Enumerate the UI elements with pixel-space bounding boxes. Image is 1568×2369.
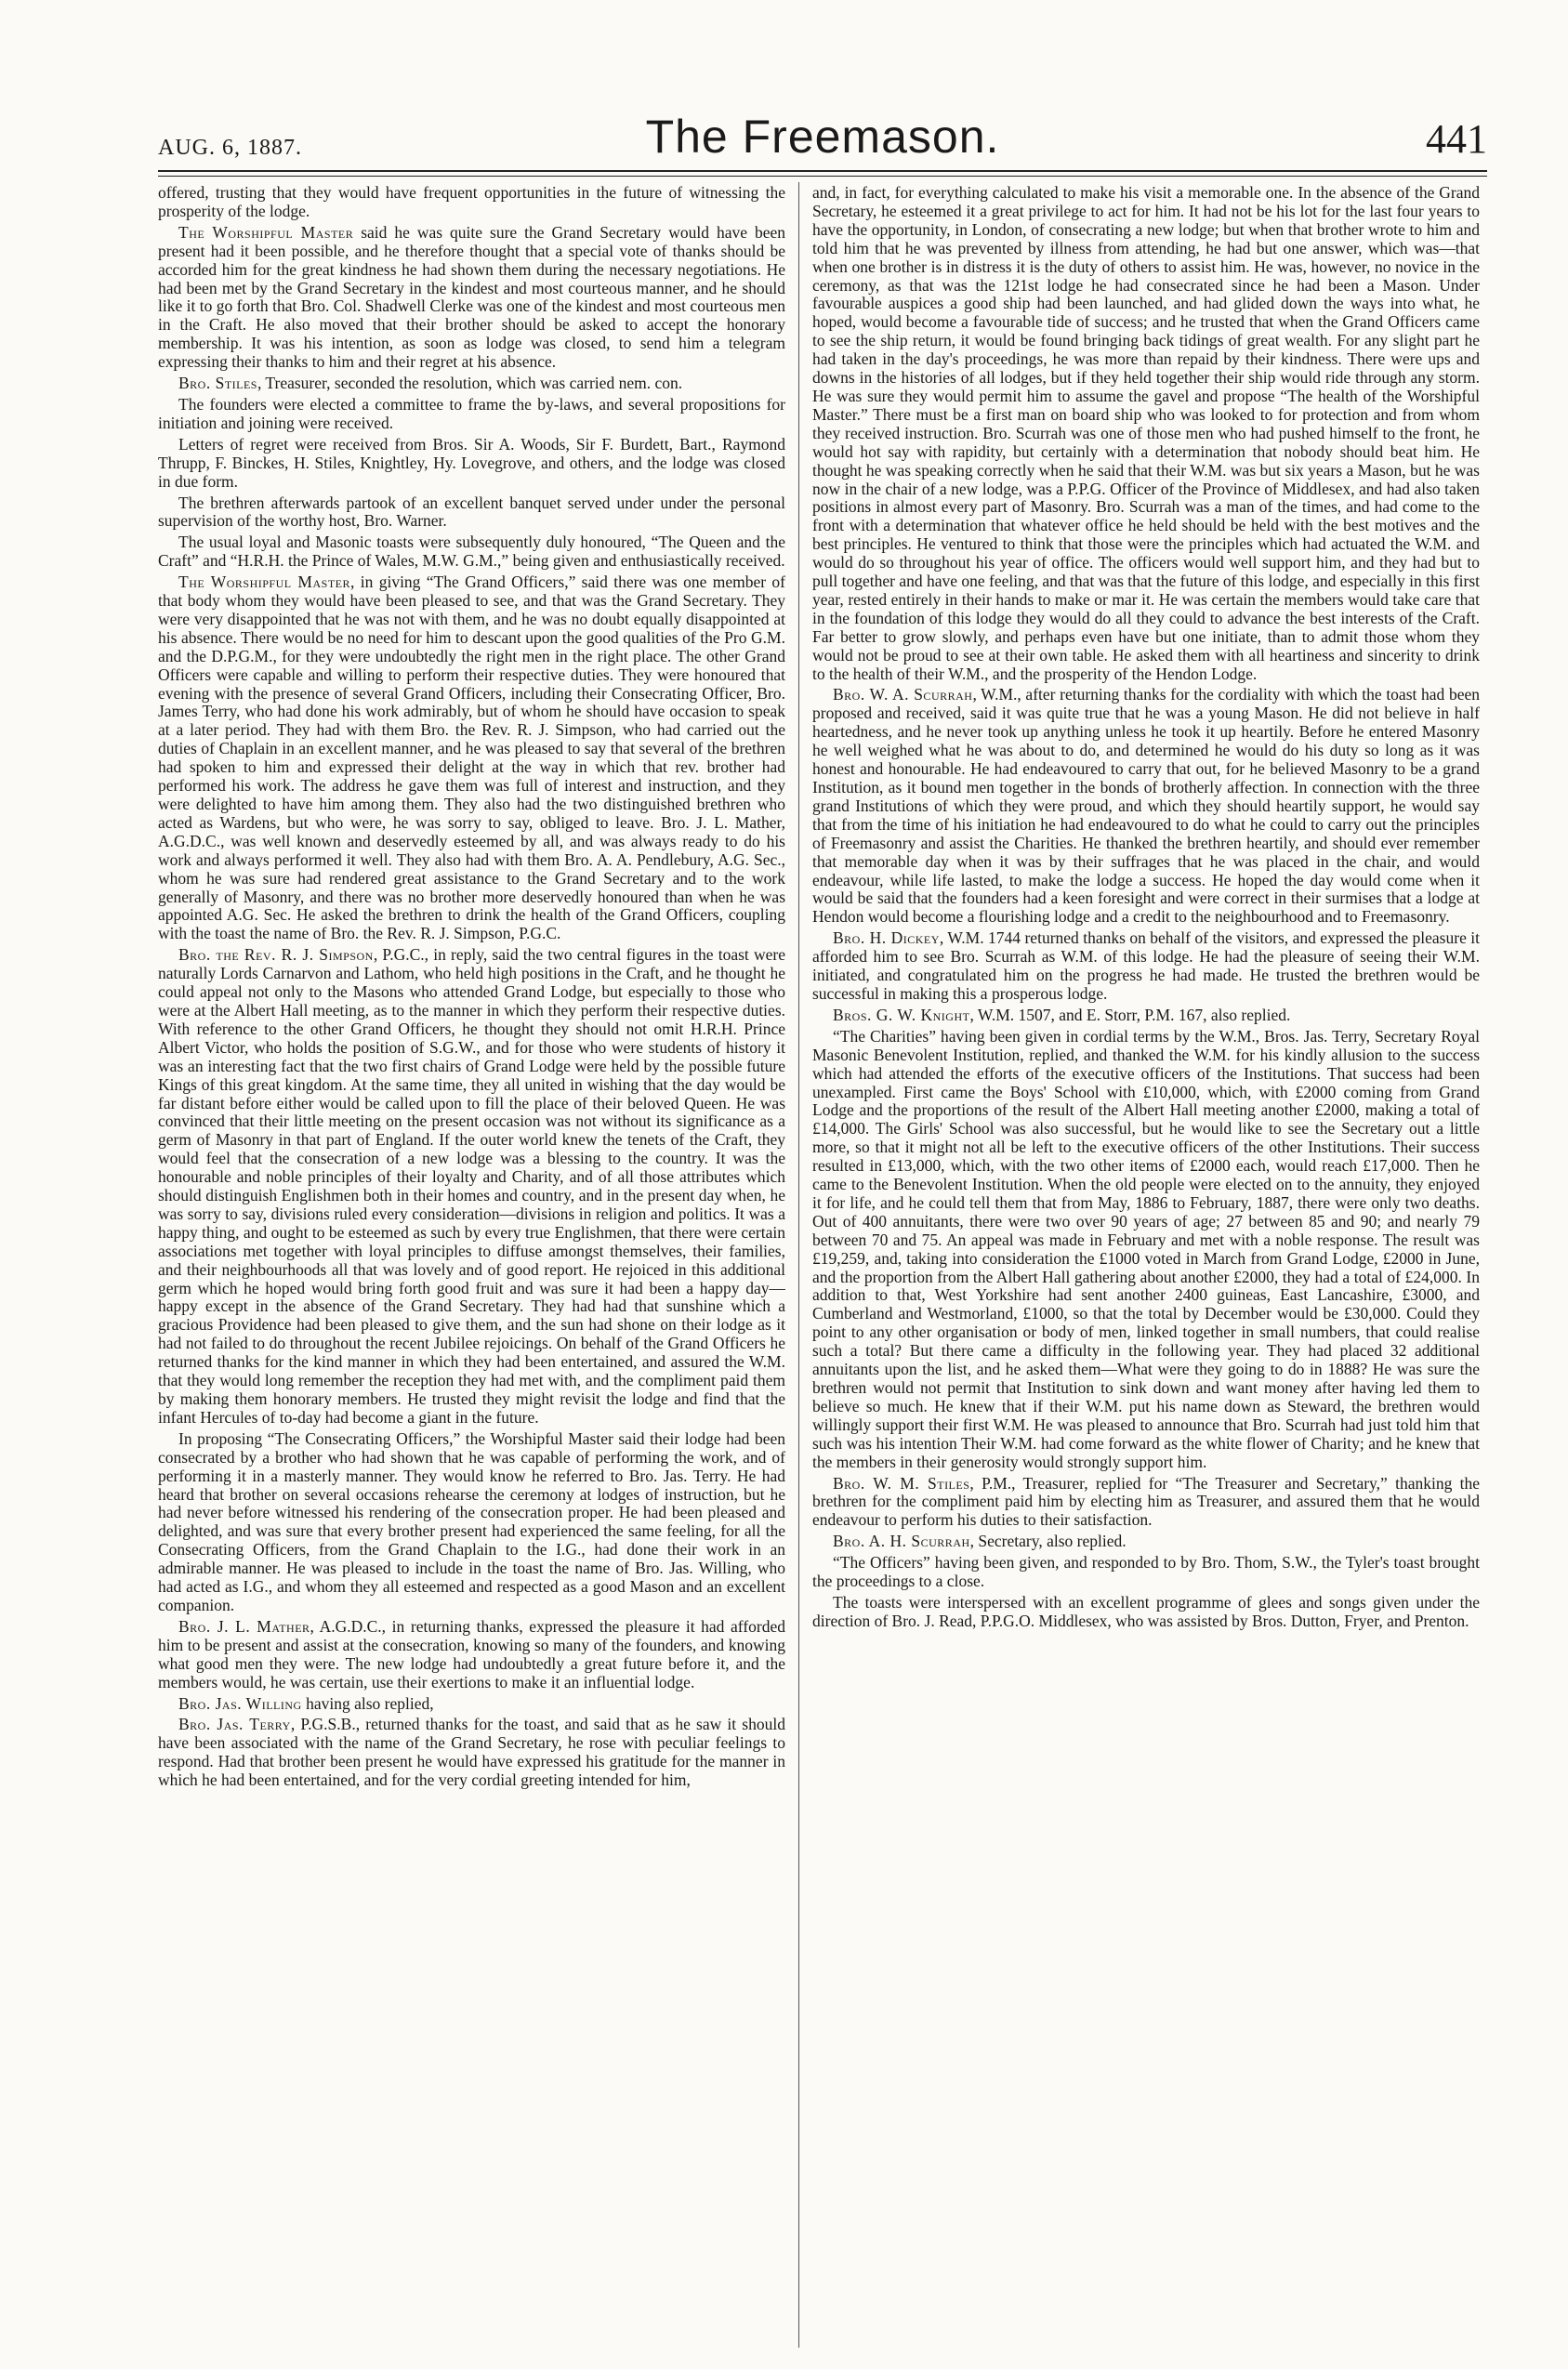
paragraph: Bro. W. M. Stiles, P.M., Treasurer, replied for “The Treasurer and Secretary,” thanking the brethren for the compliment paid him by electing him as Treasurer, and assured them that he would endeavour to perform his duties to their satisfaction. [812,1473,1480,1530]
left-column [158,184,785,2349]
paragraph: Bro. Stiles, Treasurer, seconded the resolution, which was carried nem. con. [178,374,683,393]
header-rule [158,170,1487,172]
paragraph: Bro. W. A. Scurrah, W.M., after returning thanks for the cordiality with which the toast had been proposed and received, said it was quite true that he was a young Mason. He did not believe in half heartedness, and he never took up anything unless he took it up heartily. Before he entered Masonry he well weighed what he was about to do, and determined he would do his duty so long as it was honest and honourable. He had endeavoured to carry that out, for he believed Masonry to be a grand Institution, as it bound men together in the bonds of brotherly affection. In connection with the three grand Institutions of which they were proud, and which they should heartily support, he would say that from the time of his initiation he had endeavoured to do what he could to carry out the principles of Freemasonry and assist the Charities. He thanked the brethren heartily, and should ever remember that memorable day when it was by their suffrages that he was placed in the chair, and would endeavour, while life lasted, to make the lodge a success. He hoped the day would come when it would be said that the founders had a keen foresight and were correct in their surmises that a lodge at Hendon would become a flourishing lodge and a credit to the neighbourhood and to Freemasonry. [812,685,1480,927]
header-rule-thin [158,176,1487,177]
paragraph: offered, trusting that they would have frequent opportunities in the future of witnessing the prosperity of the lodge. [158,184,785,220]
paragraph: Bros. G. W. Knight, W.M. 1507, and E. Storr, P.M. 167, also replied. [833,1005,1291,1024]
paragraph: The usual loyal and Masonic toasts were subsequently duly honoured, “The Queen and the Craft” and “H.R.H. the Prince of Wales, M.W. G.M.,” being given and enthusiastically received. [158,533,785,571]
paragraph: Bro. Jas. Terry, P.G.S.B., returned thanks for the toast, and said that as he saw it should have been associated with the name of the Grand Secretary, he rose with peculiar feelings to respond. Had that brother been present he would have expressed his gratitude for the manner in which he had been entertained, and for the very cordial greeting intended for him, [158,1715,785,1790]
paragraph: and, in fact, for everything calculated to make his visit a memorable one. In the absence of the Grand Secretary, he esteemed it a great privilege to act for him. It had not be his lot for the last four years to have the opportunity, in London, of consecrating a new lodge; but when that brother wrote to him and told him that he was prevented by illness from attending, he had but one answer, which was—that when one brother is in distress it is the duty of others to assist him. He was, however, no novice in the ceremony, as that was the 121st lodge he had consecrated since he had been a Mason. Under favourable auspices a good ship had been launched, and had glided down the ways into what, he hoped, would become a favourable tide of success; and he trusted that when the Grand Officers came to see the ship return, it would be found bringing back tidings of great wealth. For any slight part he had taken in the day's proceedings, he was more than repaid by their kindness. There were ups and downs in the histories of all lodges, but if they held together their ship would ride through any storm. He was sure they would permit him to assume the gavel and propose “The health of the Worshipful Master.” There must be a first man on board ship who was looked to for protection and from whom they received instruction. Bro. Scurrah was one of those men who had pushed himself to the front, he would hot say with rapidity, but certainly with a determination that nobody should beat him. He thought he was speaking correctly when he said that their W.M. was but six years a Mason, but he was now in the chair of a new lodge, was a P.P.G. Officer of the Province of Middlesex, and had also taken positions in almost every part of Masonry. Bro. Scurrah was a man of the times, and had come to the front with a determination that whatever office he held should be held with the best motives and the best principles. He ventured to think that those were the principles which had actuated the W.M. and would do so throughout his year of office. The officers would well support him, and they had but to pull together and have one feeling, and that was that the future of this lodge, and especially in this first year, rested entirely in their hands to make or mar it. He was certain the members would take care that in the foundation of this lodge they would do all they could to advance the best interests of the Craft. Far better to grow slowly, and perhaps even have but one initiate, than to admit those whom they would not be proud to see at their own table. He asked them with all heartiness and sincerity to drink to the health of their W.M., and the prosperity of the Hendon Lodge. [812,184,1480,683]
paragraph: Bro. Jas. Willing having also replied, [178,1693,434,1713]
paragraph: The Worshipful Master said he was quite sure the Grand Secretary would have been present had it been possible, and he therefore thought that a special vote of thanks should be accorded him for the great kindness he had shown them during the necessary negotiations. He had been met by the Grand Secretary in the kindest and most courteous manner, and he should like it to go forth that Bro. Col. Shadwell Clerke was one of the kindest and most courteous men in the Craft. He also moved that their brother should be asked to accept the honorary membership. It was his intention, as soon as lodge was closed, to send him a telegram expressing their thanks to him and their regret at his absence. [158,222,785,372]
paragraph: The toasts were interspersed with an excellent programme of glees and songs given under the direction of Bro. J. Read, P.P.G.O. Middlesex, who was assisted by Bros. Dutton, Fryer, and Prenton. [812,1592,1480,1630]
right-column [812,184,1480,2349]
publication-title: The Freemason. [645,111,1000,163]
paragraph: The founders were elected a committee to frame the by-laws, and several propositions for initiation and joining were received. [158,394,785,432]
masthead [158,110,1487,171]
page-number: 441 [1426,116,1487,162]
paragraph: Bro. H. Dickey, W.M. 1744 returned thanks on behalf of the visitors, and expressed the pleasure it afforded him to see Bro. Scurrah as W.M. of this lodge. He had the pleasure of seeing their W.M. initiated, and congratulated him on the progress he had made. He trusted the brethren would be successful in making this a prosperous lodge. [812,928,1480,1003]
column-divider [798,182,799,2348]
paragraph: “The Officers” having been given, and responded to by Bro. Thom, S.W., the Tyler's toast brought the proceedings to a close. [812,1553,1480,1591]
paragraph: Bro. A. H. Scurrah, Secretary, also replied. [833,1532,1127,1551]
paragraph: “The Charities” having been given in cordial terms by the W.M., Bros. Jas. Terry, Secretary Royal Masonic Benevolent Institution, replied, and thanked the W.M. for his kindly allusion to the success which had attended the efforts of the executive officers of the Institutions. That success had been unexampled. First came the Boys' School with £10,000, which, with £2000 coming from Grand Lodge and the proportions of the result of the Albert Hall meeting another £2000, making a total of £14,000. The Girls' School was also successful, but he would like to see the Secretary out a little more, so that it might not all be left to the executive officers of the other Institutions. Their success resulted in £13,000, which, with the two other items of £2000 each, would reach £17,000. Then he came to the Benevolent Institution. When the old people were elected on to the annuity, they enjoyed it for life, and he could tell them that from May, 1886 to February, 1887, there were only two deaths. Out of 400 annuitants, there were two over 90 years of age; 27 between 85 and 90; and nearly 79 between 70 and 75. An appeal was made in February and met with a noble response. The result was £19,259, and, taking into consideration the £1000 voted in March from Grand Lodge, £2000 in June, and the proportion from the Albert Hall gathering about another £2000, they had a total of £24,000. In addition to that, West Yorkshire had sent another 2400 guineas, East Lancashire, £3000, and Cumberland and Westmorland, £1000, so that the total by December would be £30,000. Could they point to any other organisation or body of men, linked together in small numbers, that could realise such a total? But there came a difficulty in the following year. They had placed 32 additional annuitants upon the list, and he asked them—What were they going to do in 1888? He was sure the brethren would not permit that Institution to sink down and want money after having led them to believe so much. He knew that if their W.M. put his name down as Steward, the brethren would willingly support their first W.M. He was pleased to announce that Bro. Scurrah had just told him that such was his intention Their W.M. had come forward as the white flower of Charity; and he knew that the members in their generosity would strongly support him. [812,1026,1480,1471]
paragraph: Bro. J. L. Mather, A.G.D.C., in returning thanks, expressed the pleasure it had afforded him to be present and assist at the consecration, knowing so many of the founders, and knowing what good men they were. The new lodge had undoubtedly a great future before it, and the members would, he was certain, use their exertions to make it an influential lodge. [158,1616,785,1691]
paragraph: Bro. the Rev. R. J. Simpson, P.G.C., in reply, said the two central figures in the toast were naturally Lords Carnarvon and Lathom, who held high positions in the Craft, and he thought he could appeal not only to the Masons who attended Grand Lodge, but especially to those who were at the Albert Hall meeting, as to the manner in which they perform their respective duties. With reference to the other Grand Officers, he thought they should not omit H.R.H. Prince Albert Victor, who holds the position of S.G.W., and for those who were students of history it was an interesting fact that the two first chairs of Grand Lodge were held by the possible future Kings of this great kingdom. At the same time, they all united in wishing that the day would be far distant before either would be called upon to fill the place of their beloved Queen. He was convinced that their little meeting on the present occasion was not without its significance as a germ of Masonry in that part of England. If the outer world knew the tenets of the Craft, they would feel that the consecration of a new lodge was a blessing to the country. It was the honourable and noble principles of their loyalty and Charity, and of all those attributes which should distinguish Englishmen both in their homes and country, and in the present day when, he was sorry to say, divisions ruled every consideration—divisions in religion and politics. It was a happy thing, and ought to be esteemed as such by every true Englishmen, that there were certain associations met together with loyal principles to diffuse amongst themselves, their families, and their neighbourhoods all that was lovely and of good report. He rejoiced in this additional germ which he hoped would bring forth good fruit and was sure it had been a happy day—happy except in the absence of the Grand Secretary. They had had that sunshine which a gracious Providence had been pleased to give them, and the sun had shone on their lodge as it had not failed to do throughout the recent Jubilee rejoicings. On behalf of the Grand Officers he returned thanks for the kind manner in which they had been entertained, and assured the W.M. that they would long remember the reception they had met with, and the compliment paid them by making them honorary members. He trusted they might revisit the lodge and find that the infant Hercules of to-day had become a giant in the future. [158,945,785,1427]
paragraph: The brethren afterwards partook of an excellent banquet served under under the personal supervision of the worthy host, Bro. Warner. [158,493,785,531]
paragraph: Letters of regret were received from Bros. Sir A. Woods, Sir F. Burdett, Bart., Raymond Thrupp, F. Binckes, H. Stiles, Knightley, Hy. Lovegrove, and others, and the lodge was closed in due form. [158,434,785,491]
paragraph: In proposing “The Consecrating Officers,” the Worshipful Master said their lodge had been consecrated by a brother who had shown that he was capable of performing the work, and of performing it in a masterly manner. They would know he referred to Bro. Jas. Terry. He had heard that brother on several occasions rehearse the ceremony at lodges of instruction, but he had never before witnessed his rendering of the consecration proper. He had been pleased and delighted, and was sure that every brother present had experienced the same feeling, for all the Consecrating Officers, from the Grand Chaplain to the I.G., had done their work in an admirable manner. He was pleased to include in the toast the name of Bro. Jas. Willing, who had acted as I.G., and whom they all esteemed and respected as a good Mason and an excellent companion. [158,1428,785,1614]
issue-date: AUG. 6, 1887. [158,136,302,160]
paragraph: The Worshipful Master, in giving “The Grand Officers,” said there was one member of that body whom they would have been pleased to see, and that was the Grand Secretary. They were very disappointed that he was not with them, and he was no doubt equally disappointed at his absence. There would be no need for him to descant upon the good qualities of the Pro G.M. and the D.P.G.M., for they were undoubtedly the right men in the right place. The other Grand Officers were capable and willing to perform their respective duties. They were honoured that evening with the presence of several Grand Officers, including their Consecrating Officer, Bro. James Terry, who had done his work admirably, but of whom he should have occasion to speak at a later period. They had with them Bro. the Rev. R. J. Simpson, who had carried out the duties of Chaplain in an excellent manner, and he was pleased to say that several of the brethren had spoken to him and expressed their delight at the way in which that rev. brother had performed his work. The address he gave them was full of interest and instruction, and they were delighted to have him among them. They also had the two distinguished brethren who acted as Wardens, but who were, he was sorry to say, obliged to leave. Bro. J. L. Mather, A.G.D.C., was well known and deservedly esteemed by all, and was always ready to do his work and always performed it well. They also had with them Bro. A. A. Pendlebury, A.G. Sec., whom he was sure had rendered great assistance to the Grand Secretary and to the work generally of Masonry, and there was no brother more deservedly honoured than when he was appointed A.G. Sec. He asked the brethren to drink the health of the Grand Officers, coupling with the toast the name of Bro. the Rev. R. J. Simpson, P.G.C. [158,573,785,943]
